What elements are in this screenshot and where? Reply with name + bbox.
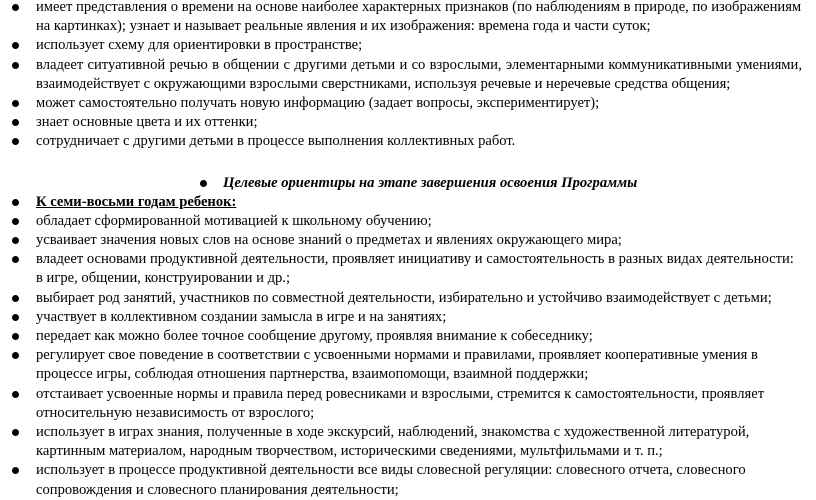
list-item-text: отстаивает усвоенные нормы и правила перед ровесниками и взрослыми, стремится к самостоятельности, проявляет относительную независимость от взрослого; <box>36 385 765 421</box>
bullet-icon <box>12 391 19 398</box>
bullet-icon <box>12 295 19 302</box>
list-item-text: усваивает значения новых слов на основе знаний о предметах и явлениях окружающего мира; <box>36 232 622 249</box>
list-item <box>0 113 816 132</box>
bullet-icon <box>12 100 19 107</box>
list-item <box>0 56 816 94</box>
bullet-icon <box>12 429 19 436</box>
list-item-text: обладает сформированной мотивацией к школьному обучению; <box>36 212 432 229</box>
list-item <box>0 308 816 327</box>
list-item <box>0 289 816 308</box>
subheading-text: К семи-восьми годам ребенок: <box>36 193 237 210</box>
list-item-text: использует в играх знания, полученные в ходе экскурсий, наблюдений, знакомства с художественной литературой, картинным материалом, народным творчеством, историческими сведениями, мультфильмами и т. п.; <box>36 424 750 460</box>
list-item-text: имеет представления о времени на основе наиболее характерных признаков (по наблюдениям в природе, по изображениям на картинках); узнает и называет реальные явления и их изображения: времена года и части суток; <box>36 0 802 35</box>
bullet-icon <box>12 119 19 126</box>
bullet-icon <box>12 256 19 263</box>
bullet-icon <box>12 314 19 321</box>
list-item <box>0 212 816 231</box>
list-item <box>0 132 816 151</box>
list-item-text: может самостоятельно получать новую информацию (задает вопросы, экспериментирует); <box>36 95 600 112</box>
bullet-icon <box>200 180 207 187</box>
list-item-text: владеет основами продуктивной деятельности, проявляет инициативу и самостоятельность в разных видах деятельности: в игре, общении, конструировании и др.; <box>36 251 794 287</box>
list-item <box>0 94 816 113</box>
bottom-bullet-list <box>0 193 816 500</box>
subheading-item <box>0 193 816 212</box>
list-item-text: сотрудничает с другими детьми в процессе выполнения коллективных работ. <box>36 133 516 150</box>
list-item-text: регулирует свое поведение в соответствии с усвоенными нормами и правилами, проявляет кооперативные умения в процессе игры, соблюдая отношения партнерства, взаимопомощи, взаимной поддержки; <box>36 347 758 383</box>
section-heading-text: Целевые ориентиры на этапе завершения освоения Программы <box>223 174 638 191</box>
list-item <box>0 0 816 36</box>
bullet-icon <box>12 62 19 69</box>
list-item <box>0 250 816 288</box>
list-item-text: выбирает род занятий, участников по совместной деятельности, избирательно и устойчиво взаимодействует с детьми; <box>36 289 772 306</box>
list-item <box>0 346 816 384</box>
list-item-text: знает основные цвета и их оттенки; <box>36 114 258 131</box>
top-bullet-list <box>0 0 816 152</box>
list-item <box>0 327 816 346</box>
list-item <box>0 231 816 250</box>
list-item <box>0 461 816 499</box>
bullet-icon <box>12 467 19 474</box>
bullet-icon <box>12 333 19 340</box>
list-item-text: передает как можно более точное сообщение другому, проявляя внимание к собеседнику; <box>36 328 593 345</box>
bullet-icon <box>12 218 19 225</box>
list-item-text: использует в процессе продуктивной деятельности все виды словесной регуляции: словесного отчета, словесного сопровождения и словесного планирования деятельности; <box>36 462 746 498</box>
list-item-text: использует схему для ориентировки в пространстве; <box>36 37 363 54</box>
bullet-icon <box>12 4 19 11</box>
bullet-icon <box>12 237 19 244</box>
section-heading <box>0 173 816 193</box>
list-item-text: участвует в коллективном создании замысла в игре и на занятиях; <box>36 308 447 325</box>
list-item <box>0 423 816 461</box>
list-item-text: владеет ситуативной речью в общении с другими детьми и со взрослыми, элементарными коммуникативными умениями, взаимодействует с окружающими взрослыми сверстниками, используя речевые и неречевые средства общения; <box>36 56 802 92</box>
bullet-icon <box>12 352 19 359</box>
bullet-icon <box>12 199 19 206</box>
list-item <box>0 385 816 423</box>
bullet-icon <box>12 138 19 145</box>
list-item <box>0 36 816 55</box>
bullet-icon <box>12 42 19 49</box>
